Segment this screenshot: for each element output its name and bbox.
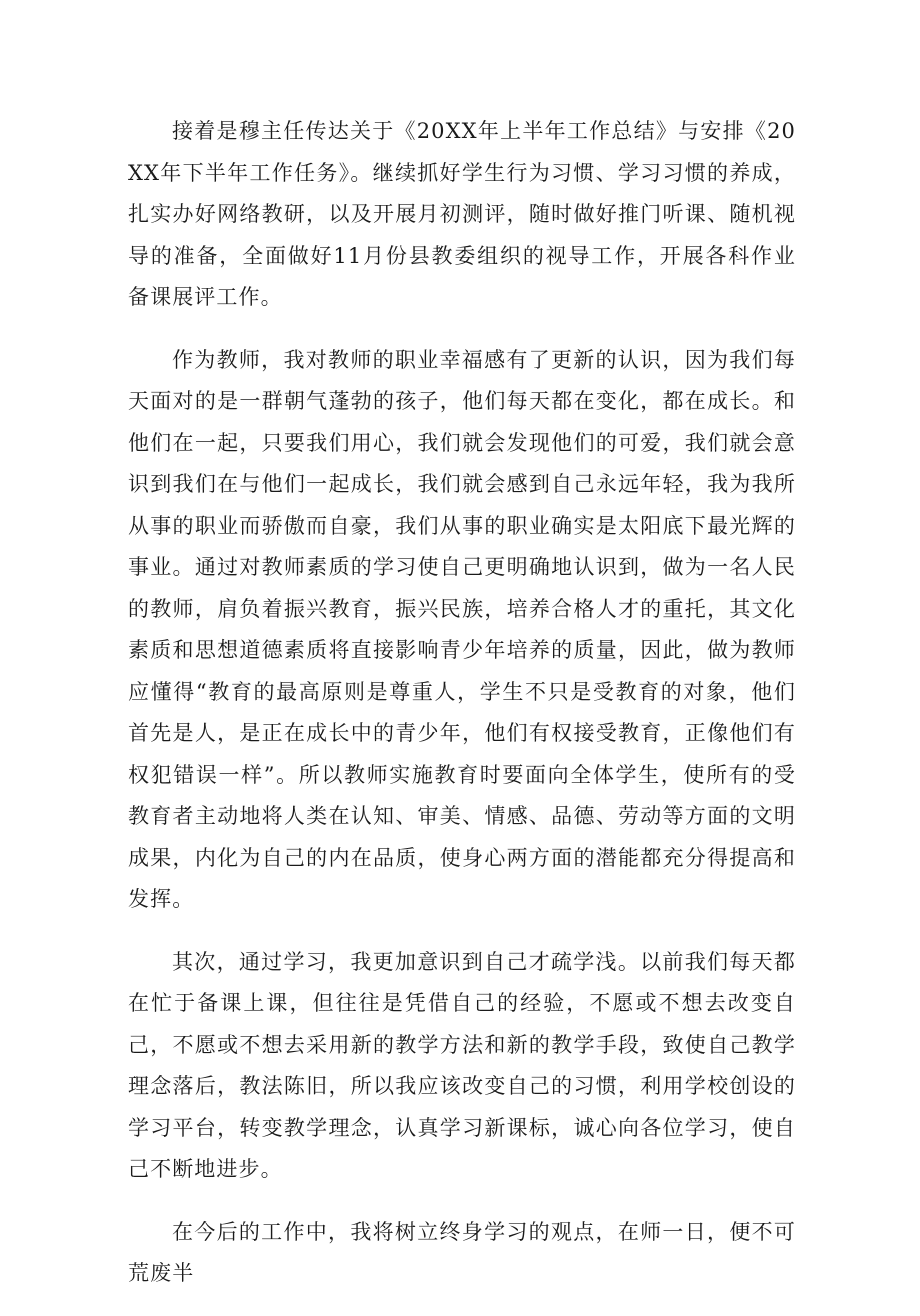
paragraph-teacher-happiness: 作为教师，我对教师的职业幸福感有了更新的认识，因为我们每天面对的是一群朝气蓬勃的孩子，他们每天都在变化，都在成长。和他们在一起，只要我们用心，我们就会发现他们的可爱，我们就会意识到我们在与他们一起成长，我们就会感到自己永远年轻，我为我所从事的职业而骄傲而自豪，我们从事的职业确实是太阳底下最光辉的事业。通过对教师素质的学习使自己更明确地认识到，做为一名人民的教师，肩负着振兴教育，振兴民族，培养合格人才的重托，其文化素质和思想道德素质将直接影响青少年培养的质量，因此，做为教师应懂得“教育的最高原则是尊重人，学生不只是受教育的对象，他们首先是人，是正在成长中的青少年，他们有权接受教育，正像他们有权犯错误一样”。所以教师实施教育时要面向全体学生，使所有的受教育者主动地将人类在认知、审美、情感、品德、劳动等方面的文明成果，内化为自己的内在品质，使身心两方面的潜能都充分得提高和发挥。 <box>128 347 796 911</box>
paragraph-future-work: 在今后的工作中，我将树立终身学习的观点，在师一日，便不可荒废半 <box>128 1219 796 1285</box>
paragraph-meeting-summary: 接着是穆主任传达关于《20XX年上半年工作总结》与安排《20XX年下半年工作任务》。继续抓好学生行为习惯、学习习惯的养成，扎实办好网络教研，以及开展月初测评，随时做好推门听课、随机视导的准备，全面做好11月份县教委组织的视导工作，开展各科作业备课展评工作。 <box>128 119 796 309</box>
paragraph-self-improvement: 其次，通过学习，我更加意识到自己才疏学浅。以前我们每天都在忙于备课上课，但往往是凭借自己的经验，不愿或不想去改变自己，不愿或不想去采用新的教学方法和新的教学手段，致使自己教学理念落后，教法陈旧，所以我应该改变自己的习惯，利用学校创设的学习平台，转变教学理念，认真学习新课标，诚心向各位学习，使自己不断地进步。 <box>128 949 796 1181</box>
document-body <box>128 111 796 1316</box>
